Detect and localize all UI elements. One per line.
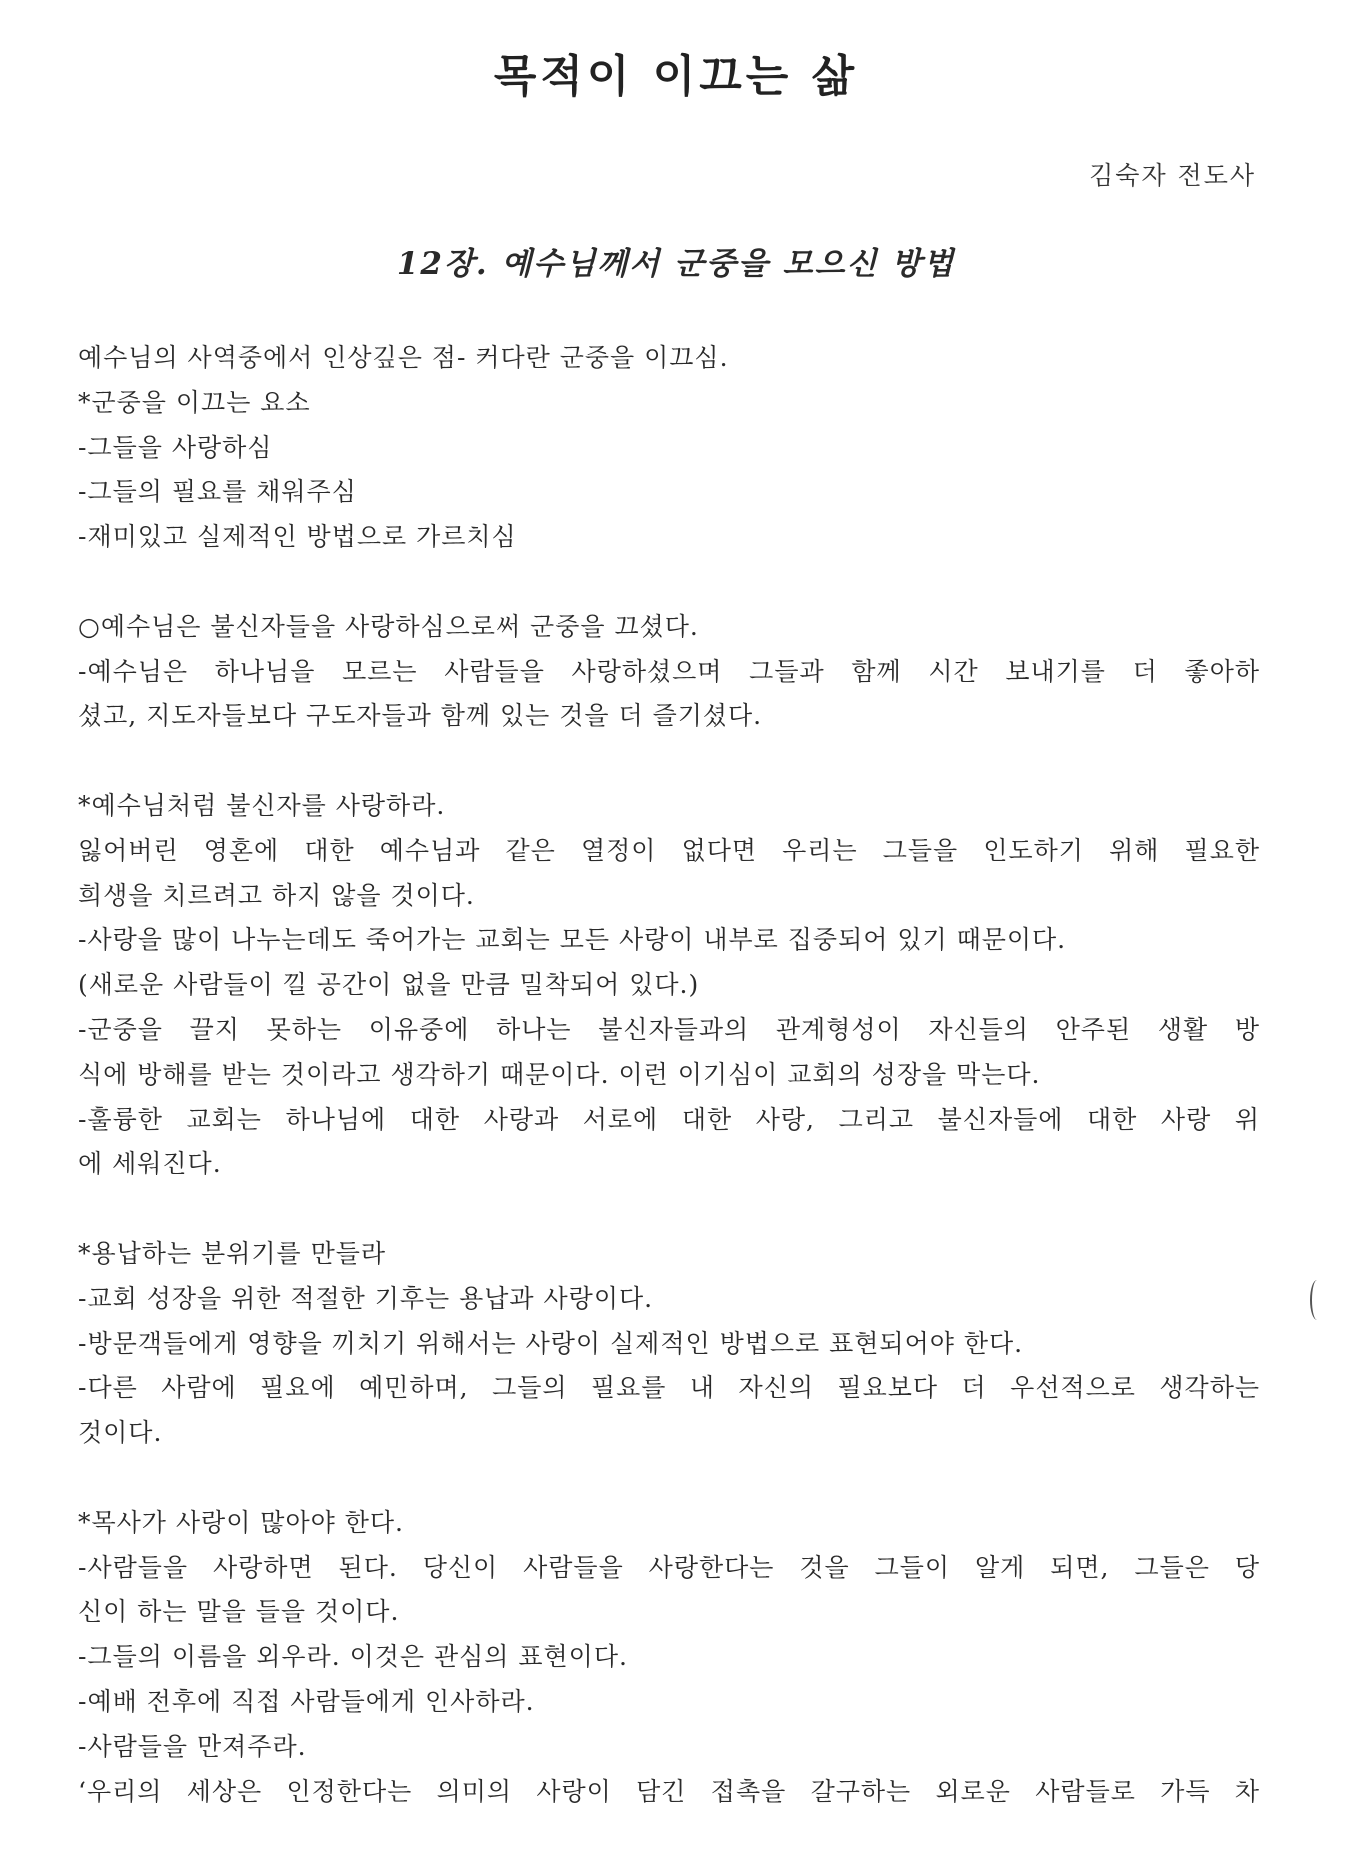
blank-line bbox=[78, 560, 1260, 605]
author-name: 김숙자 전도사 bbox=[1089, 161, 1256, 190]
text-line: 희생을 치르려고 하지 않을 것이다. bbox=[78, 880, 475, 910]
text-line: 것이다. bbox=[78, 1418, 163, 1448]
text-line: *예수님처럼 불신자를 사랑하라. bbox=[78, 790, 446, 820]
text-line: 신이 하는 말을 들을 것이다. bbox=[78, 1597, 400, 1627]
text-line: -그들의 필요를 채워주심 bbox=[78, 477, 357, 507]
text-line: ○예수님은 불신자들을 사랑하심으로써 군중을 끄셨다. bbox=[78, 611, 699, 641]
text-line: -그들의 이름을 외우라. 이것은 관심의 표현이다. bbox=[78, 1642, 628, 1672]
text-line: 식에 방해를 받는 것이라고 생각하기 때문이다. 이런 이기심이 교회의 성장을 막는다. bbox=[78, 1059, 1041, 1089]
text-line: -다른 사람에 필요에 예민하며, 그들의 필요를 내 자신의 필요보다 더 우선적으로 생각하는 bbox=[78, 1373, 1260, 1403]
text-line: -훌륭한 교회는 하나님에 대한 사랑과 서로에 대한 사랑, 그리고 불신자들에 대한 사랑 위 bbox=[78, 1104, 1260, 1134]
text-line: ‘우리의 세상은 인정한다는 의미의 사랑이 담긴 접촉을 갈구하는 외로운 사람들로 가득 차 bbox=[78, 1776, 1260, 1806]
text-line: -재미있고 실제적인 방법으로 가르치심 bbox=[78, 522, 517, 552]
blank-line bbox=[78, 1456, 1260, 1501]
text-line: 에 세워진다. bbox=[78, 1149, 222, 1179]
body-text bbox=[78, 336, 1260, 1814]
text-line: -사람들을 만져주라. bbox=[78, 1731, 307, 1761]
page-title: 목적이 이끄는 삶 bbox=[493, 51, 859, 102]
chapter-heading: 12장. 예수님께서 군중을 모으신 방법 bbox=[396, 246, 956, 282]
text-line: -방문객들에게 영향을 끼치기 위해서는 사랑이 실제적인 방법으로 표현되어야 한다. bbox=[78, 1328, 1024, 1358]
text-line: -사람들을 사랑하면 된다. 당신이 사람들을 사랑한다는 것을 그들이 알게 되면, 그들은 당 bbox=[78, 1552, 1260, 1582]
text-line: -예배 전후에 직접 사람들에게 인사하라. bbox=[78, 1686, 535, 1716]
text-line: -그들을 사랑하심 bbox=[78, 432, 273, 462]
text-line: (새로운 사람들이 낄 공간이 없을 만큼 밀착되어 있다.) bbox=[78, 970, 700, 1000]
text-line: *목사가 사랑이 많아야 한다. bbox=[78, 1507, 404, 1537]
text-line: 잃어버린 영혼에 대한 예수님과 같은 열정이 없다면 우리는 그들을 인도하기 위해 필요한 bbox=[78, 835, 1260, 865]
blank-line bbox=[78, 739, 1260, 784]
blank-line bbox=[78, 1187, 1260, 1232]
text-line: 셨고, 지도자들보다 구도자들과 함께 있는 것을 더 즐기셨다. bbox=[78, 701, 763, 731]
text-line: -사랑을 많이 나누는데도 죽어가는 교회는 모든 사랑이 내부로 집중되어 있기 때문이다. bbox=[78, 925, 1067, 955]
text-line: -군중을 끌지 못하는 이유중에 하나는 불신자들과의 관계형성이 자신들의 안주된 생활 방 bbox=[78, 1014, 1260, 1044]
text-line: *군중을 이끄는 요소 bbox=[78, 387, 311, 417]
scan-mark bbox=[1310, 1280, 1324, 1320]
text-line: 예수님의 사역중에서 인상깊은 점- 커다란 군중을 이끄심. bbox=[78, 343, 729, 372]
text-line: *용납하는 분위기를 만들라 bbox=[78, 1238, 387, 1268]
text-line: -예수님은 하나님을 모르는 사람들을 사랑하셨으며 그들과 함께 시간 보내기를 더 좋아하 bbox=[78, 656, 1260, 686]
text-line: -교회 성장을 위한 적절한 기후는 용납과 사랑이다. bbox=[78, 1283, 654, 1313]
